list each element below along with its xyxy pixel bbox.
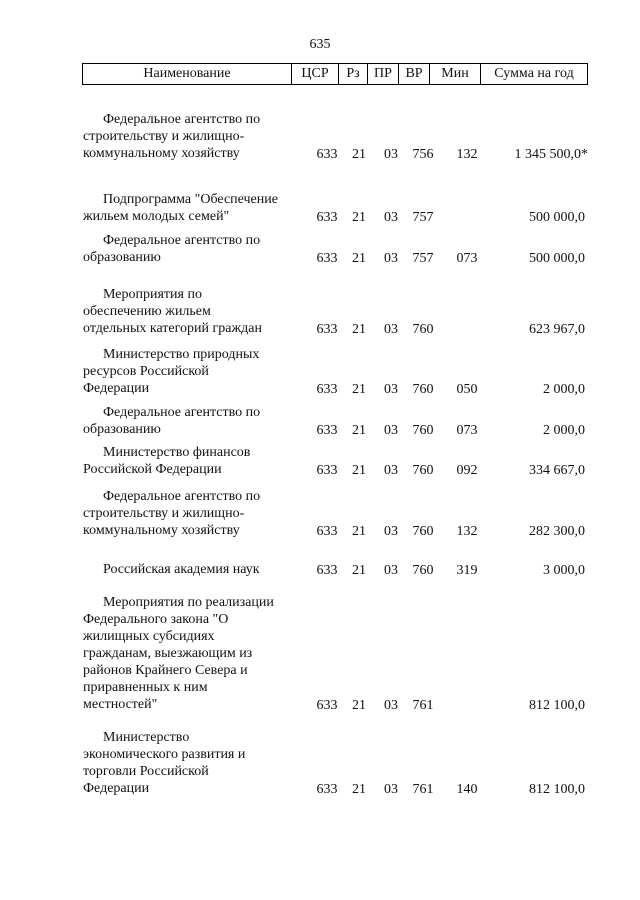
row-name-line: торговли Российской <box>83 764 209 779</box>
row-name-line: Федеральное агентство по <box>103 112 261 127</box>
row-pr: 03 <box>384 147 398 162</box>
row-rz: 21 <box>352 147 366 162</box>
row-name-line: коммунальному хозяйству <box>83 146 240 161</box>
row-sum: 623 967,0 <box>529 322 585 337</box>
row-vr: 757 <box>412 210 434 225</box>
row-csr: 633 <box>316 698 338 713</box>
row-sum: 500 000,0 <box>529 251 585 266</box>
row-name-line: образованию <box>83 422 161 437</box>
row-name-line: экономического развития и <box>83 747 246 762</box>
header-name: Наименование <box>82 64 291 84</box>
header-pr: ПР <box>367 64 398 84</box>
row-name-line: районов Крайнего Севера и <box>83 663 248 678</box>
row-name-line: жилищных субсидиях <box>83 629 215 644</box>
row-csr: 633 <box>316 524 338 539</box>
row-csr: 633 <box>316 322 338 337</box>
row-vr: 757 <box>412 251 434 266</box>
header-min: Мин <box>429 64 480 84</box>
row-rz: 21 <box>352 463 366 478</box>
row-pr: 03 <box>384 322 398 337</box>
row-csr: 633 <box>316 463 338 478</box>
row-name-line: Федеральное агентство по <box>103 233 261 248</box>
row-name <box>83 111 288 162</box>
row-rz: 21 <box>352 563 366 578</box>
row-name-line: отдельных категорий граждан <box>83 321 262 336</box>
row-rz: 21 <box>352 322 366 337</box>
row-vr: 761 <box>412 782 434 797</box>
row-rz: 21 <box>352 698 366 713</box>
row-vr: 760 <box>412 524 434 539</box>
row-rz: 21 <box>352 382 366 397</box>
row-name <box>83 346 288 397</box>
row-name-line: Российской Федерации <box>83 462 222 477</box>
row-name-line: Министерство финансов <box>103 445 251 460</box>
row-name-line: Министерство природных <box>103 347 260 362</box>
row-name-line: местностей" <box>83 697 158 712</box>
row-sum: 2 000,0 <box>543 382 585 397</box>
row-name <box>83 729 288 797</box>
row-csr: 633 <box>316 782 338 797</box>
row-name-line: жильем молодых семей" <box>83 209 230 224</box>
row-pr: 03 <box>384 423 398 438</box>
row-rz: 21 <box>352 423 366 438</box>
row-csr: 633 <box>316 423 338 438</box>
row-vr: 761 <box>412 698 434 713</box>
row-name-line: Федерации <box>83 781 150 796</box>
row-min: 140 <box>456 782 478 797</box>
row-name <box>83 286 288 337</box>
header-sum: Сумма на год <box>480 64 588 84</box>
row-pr: 03 <box>384 251 398 266</box>
row-min: 073 <box>456 251 478 266</box>
row-sum: 282 300,0 <box>529 524 585 539</box>
row-name-line: Федеральное агентство по <box>103 405 261 420</box>
row-pr: 03 <box>384 463 398 478</box>
row-sum: 2 000,0 <box>543 423 585 438</box>
row-name <box>83 191 288 225</box>
row-name-line: Подпрограмма "Обеспечение <box>103 192 278 207</box>
row-name-line: коммунальному хозяйству <box>83 523 240 538</box>
row-name <box>83 404 288 438</box>
row-vr: 756 <box>412 147 434 162</box>
row-rz: 21 <box>352 251 366 266</box>
row-sum: 334 667,0 <box>529 463 585 478</box>
row-name-line: строительству и жилищно- <box>83 506 245 521</box>
row-sum: 812 100,0 <box>529 698 585 713</box>
row-name-line: Мероприятия по <box>103 287 202 302</box>
row-vr: 760 <box>412 463 434 478</box>
header-csr: ЦСР <box>291 64 338 84</box>
row-name-line: Мероприятия по реализации <box>103 595 274 610</box>
row-min: 092 <box>456 463 478 478</box>
row-csr: 633 <box>316 382 338 397</box>
row-rz: 21 <box>352 782 366 797</box>
row-name-line: Федеральное агентство по <box>103 489 261 504</box>
page-number: 635 <box>309 37 331 52</box>
row-sum: 500 000,0 <box>529 210 585 225</box>
row-pr: 03 <box>384 698 398 713</box>
row-name-line: Российская академия наук <box>103 562 260 577</box>
row-name <box>83 444 288 478</box>
table-header <box>82 63 588 85</box>
row-name-line: обеспечению жильем <box>83 304 211 319</box>
row-vr: 760 <box>412 423 434 438</box>
row-min: 132 <box>456 524 478 539</box>
row-pr: 03 <box>384 782 398 797</box>
row-vr: 760 <box>412 322 434 337</box>
header-vr: ВР <box>398 64 429 84</box>
row-pr: 03 <box>384 210 398 225</box>
row-csr: 633 <box>316 210 338 225</box>
row-name <box>83 594 288 713</box>
row-name-line: Министерство <box>103 730 190 745</box>
row-sum: 1 345 500,0* <box>514 147 588 162</box>
row-name-line: образованию <box>83 250 161 265</box>
row-name-line: ресурсов Российской <box>83 364 209 379</box>
row-name-line: приравненных к ним <box>83 680 208 695</box>
row-name-line: Федерации <box>83 381 150 396</box>
row-vr: 760 <box>412 382 434 397</box>
row-name-line: строительству и жилищно- <box>83 129 245 144</box>
row-pr: 03 <box>384 382 398 397</box>
row-min: 132 <box>456 147 478 162</box>
row-pr: 03 <box>384 563 398 578</box>
row-min: 073 <box>456 423 478 438</box>
row-rz: 21 <box>352 210 366 225</box>
row-csr: 633 <box>316 251 338 266</box>
row-csr: 633 <box>316 147 338 162</box>
row-min: 319 <box>456 563 478 578</box>
row-name <box>83 488 288 539</box>
row-min: 050 <box>456 382 478 397</box>
row-name-line: гражданам, выезжающим из <box>83 646 253 661</box>
row-name <box>83 561 288 578</box>
header-rz: Рз <box>338 64 367 84</box>
row-sum: 3 000,0 <box>543 563 585 578</box>
row-csr: 633 <box>316 563 338 578</box>
row-rz: 21 <box>352 524 366 539</box>
row-sum: 812 100,0 <box>529 782 585 797</box>
row-vr: 760 <box>412 563 434 578</box>
row-name-line: Федерального закона "О <box>83 612 229 627</box>
row-pr: 03 <box>384 524 398 539</box>
row-name <box>83 232 288 266</box>
